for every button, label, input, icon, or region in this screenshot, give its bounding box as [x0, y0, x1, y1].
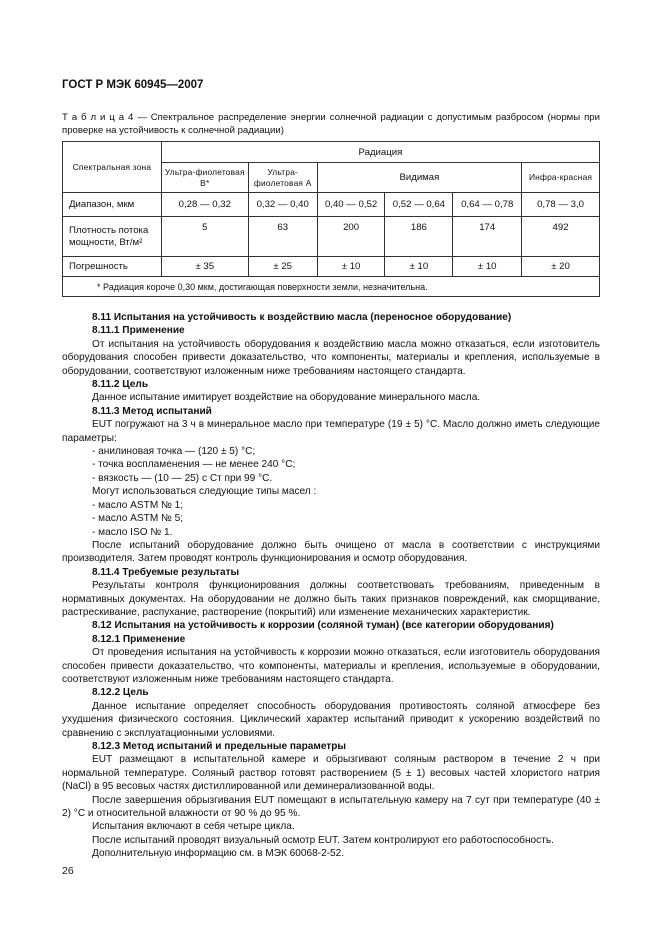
paragraph: После испытаний проводят визуальный осмотр EUT. Затем контролируют его работоспособность.	[92, 834, 554, 846]
paragraph: Дополнительную информацию см. в МЭК 60068-2-52.	[92, 848, 345, 860]
list-item: Могут использоваться следующие типы масел :	[92, 486, 317, 498]
col-header-uv-b: Ультра-фиолетовая В*	[161, 163, 248, 193]
table-cell: ± 35	[161, 257, 248, 277]
table-cell: 63	[248, 217, 317, 257]
table-cell: ± 10	[453, 257, 522, 277]
page-number: 26	[62, 865, 74, 877]
section-heading: 8.11.2 Цель	[92, 379, 149, 391]
col-header-spectral-zone: Спектральная зона	[63, 142, 162, 193]
section-heading: 8.11.3 Метод испытаний	[92, 405, 212, 417]
section-heading: 8.12.3 Метод испытаний и предельные параметры	[92, 741, 347, 752]
list-item: - точка воспламенения — не менее 240 °С;	[92, 459, 296, 471]
list-item: - анилиновая точка — (120 ± 5) °С;	[92, 446, 256, 458]
section-heading: 8.12.2 Цель	[92, 687, 149, 699]
document-header: ГОСТ Р МЭК 60945—2007	[62, 79, 204, 91]
table-cell: 492	[522, 217, 600, 257]
table-cell: ± 25	[248, 257, 317, 277]
table-cell: 0,32 — 0,40	[248, 193, 317, 217]
section-heading: 8.11 Испытания на устойчивость к воздействию масла (переносное оборудование)	[92, 312, 512, 323]
row-label: Погрешность	[63, 257, 162, 277]
table-cell: 200	[317, 217, 385, 257]
spectral-distribution-table	[62, 141, 600, 297]
table-cell: 5	[161, 217, 248, 257]
table-cell: 0,52 — 0,64	[385, 193, 453, 217]
paragraph: От испытания на устойчивость оборудования к воздействию масла можно отказаться, если изготовитель оборудования способен привести доказательство, что компоненты, материалы и крепления, используемые в оборудовании, соответствуют изложенным ниже требованиям настоящего стандарта.	[62, 338, 600, 377]
paragraph: Испытания включают в себя четыре цикла.	[92, 821, 295, 833]
list-item: - масло ISO № 1.	[92, 526, 173, 538]
table-row	[63, 217, 600, 257]
row-label: Плотность потока мощности, Вт/м²	[63, 217, 162, 257]
row-label: Диапазон, мкм	[63, 193, 162, 217]
table-row	[63, 257, 600, 277]
table-cell: 174	[453, 217, 522, 257]
list-item: - масло ASTM № 1;	[92, 499, 184, 511]
table-cell: 0,64 — 0,78	[453, 193, 522, 217]
paragraph: EUT размещают в испытательной камере и обрызгивают соляным раствором в течение 2 ч при нормальной температуре. Соляный раствор готовят растворением (5 ± 1) весовых частей хлористого натрия (NaCl) в 95 весовых частях дистиллированной или деминерализованной воды.	[62, 754, 600, 793]
section-heading: 8.11.4 Требуемые результаты	[92, 566, 240, 578]
table-footnote: * Радиация короче 0,30 мкм, достигающая поверхности земли, незначительна.	[63, 277, 600, 297]
section-heading: 8.12.1 Применение	[92, 633, 186, 645]
list-item: - вязкость — (10 — 25) с Ст при 99 °С.	[92, 472, 273, 484]
col-header-radiation: Радиация	[161, 142, 599, 163]
table-cell: 0,28 — 0,32	[161, 193, 248, 217]
paragraph: Данное испытание имитирует воздействие на оборудование минерального масла.	[92, 392, 481, 404]
body-text	[62, 311, 600, 861]
table-cell: ± 10	[385, 257, 453, 277]
section-heading: 8.12 Испытания на устойчивость к коррозии (соляной туман) (все категории оборудования)	[92, 620, 554, 632]
col-header-uv-a: Ультра-фиолетовая А	[248, 163, 317, 193]
col-header-visible: Видимая	[317, 163, 521, 193]
table-cell: 186	[385, 217, 453, 257]
col-header-infrared: Инфра-красная	[522, 163, 600, 193]
paragraph: Данное испытание определяет способность оборудования противостоять соляной атмосфере без ухудшения физического состояния. Циклический характер испытаний приводит к ускорению воздействий по сравнению с эксплуатационными условиями.	[62, 700, 600, 739]
section-heading: 8.11.1 Применение	[92, 325, 185, 337]
table-cell: 0,78 — 3,0	[522, 193, 600, 217]
paragraph: Результаты контроля функционирования должны соответствовать требованиям, приведенным в нормативных документах. На оборудовании не должно быть таких признаков повреждений, как сморщивание, растрескивание, распухание, растворение (покрытий) или изменение механических характеристик.	[62, 580, 600, 618]
table-cell: ± 10	[317, 257, 385, 277]
table-cell: 0,40 — 0,52	[317, 193, 385, 217]
table-row	[63, 193, 600, 217]
paragraph: От проведения испытания на устойчивость к коррозии можно отказаться, если изготовитель оборудования способен привести доказательство, что компоненты, материалы и крепления, используемые в оборудовании, соответствуют изложенным ниже требованиям настоящего стандарта.	[62, 647, 600, 685]
paragraph: После испытаний оборудование должно быть очищено от масла в соответствии с инструкциями производителя. Затем проводят контроль функционирования и осмотр оборудования.	[62, 539, 600, 565]
table-cell: ± 20	[522, 257, 600, 277]
table-caption: Т а б л и ц а 4 — Спектральное распределение энергии солнечной радиации с допустимым разбросом (нормы при проверке на устойчивость к солнечной радиации)	[62, 112, 600, 136]
paragraph: EUT погружают на 3 ч в минеральное масло при температуре (19 ± 5) °С. Масло должно иметь следующие параметры:	[62, 419, 600, 444]
paragraph: После завершения обрызгивания EUT помещают в испытательную камеру на 7 сут при температуре (40 ± 2) °С и относительной влажности от 90 % до 95 %.	[62, 794, 600, 820]
list-item: - масло ASTM № 5;	[92, 513, 184, 525]
